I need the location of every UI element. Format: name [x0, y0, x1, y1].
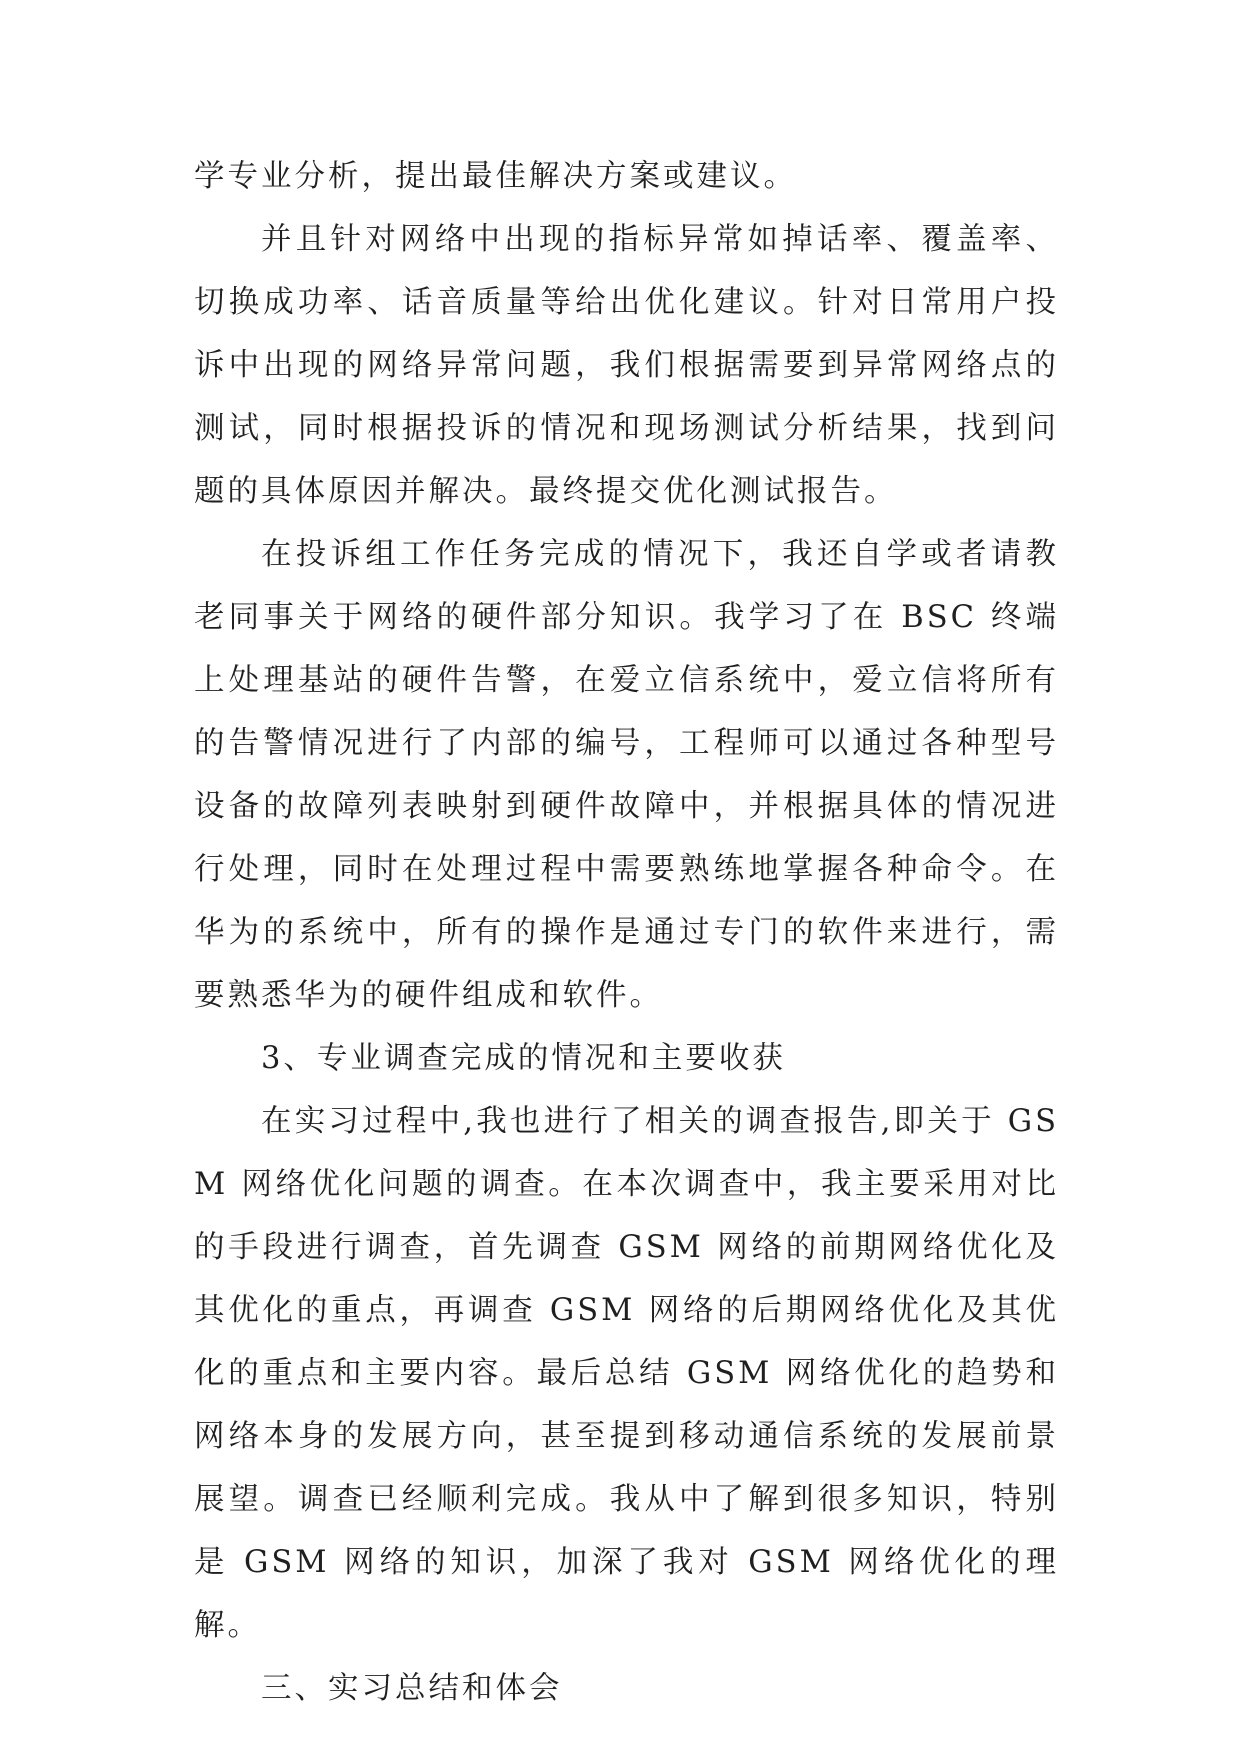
paragraph-continuation: 学专业分析，提出最佳解决方案或建议。	[194, 159, 797, 194]
section-heading-survey: 3、专业调查完成的情况和主要收获	[261, 1041, 786, 1076]
document-body	[194, 145, 1059, 1720]
paragraph-gsm-survey: 在实习过程中,我也进行了相关的调查报告,即关于 GSM 网络优化问题的调查。在本次调查中，我主要采用对比的手段进行调查，首先调查 GSM 网络的前期网络优化及其优化的重点，再调查 GSM 网络的后期网络优化及其优化的重点和主要内容。最后总结 GSM 网络优化的趋势和网络本身的发展方向，甚至提到移动通信系统的发展前景展望。调查已经顺利完成。我从中了解到很多知识，特别是 GSM 网络的知识，加深了我对 GSM 网络优化的理解。	[194, 1104, 1059, 1643]
section-heading-summary: 三、实习总结和体会	[261, 1671, 563, 1706]
paragraph-hardware-knowledge: 在投诉组工作任务完成的情况下，我还自学或者请教老同事关于网络的硬件部分知识。我学习了在 BSC 终端上处理基站的硬件告警，在爱立信系统中，爱立信将所有的告警情况进行了内部的编号，工程师可以通过各种型号设备的故障列表映射到硬件故障中，并根据具体的情况进行处理，同时在处理过程中需要熟练地掌握各种命令。在华为的系统中，所有的操作是通过专门的软件来进行，需要熟悉华为的硬件组成和软件。	[194, 537, 1059, 1013]
paragraph-optimization-suggestions: 并且针对网络中出现的指标异常如掉话率、覆盖率、切换成功率、话音质量等给出优化建议。针对日常用户投诉中出现的网络异常问题，我们根据需要到异常网络点的测试，同时根据投诉的情况和现场测试分析结果，找到问题的具体原因并解决。最终提交优化测试报告。	[194, 222, 1059, 509]
